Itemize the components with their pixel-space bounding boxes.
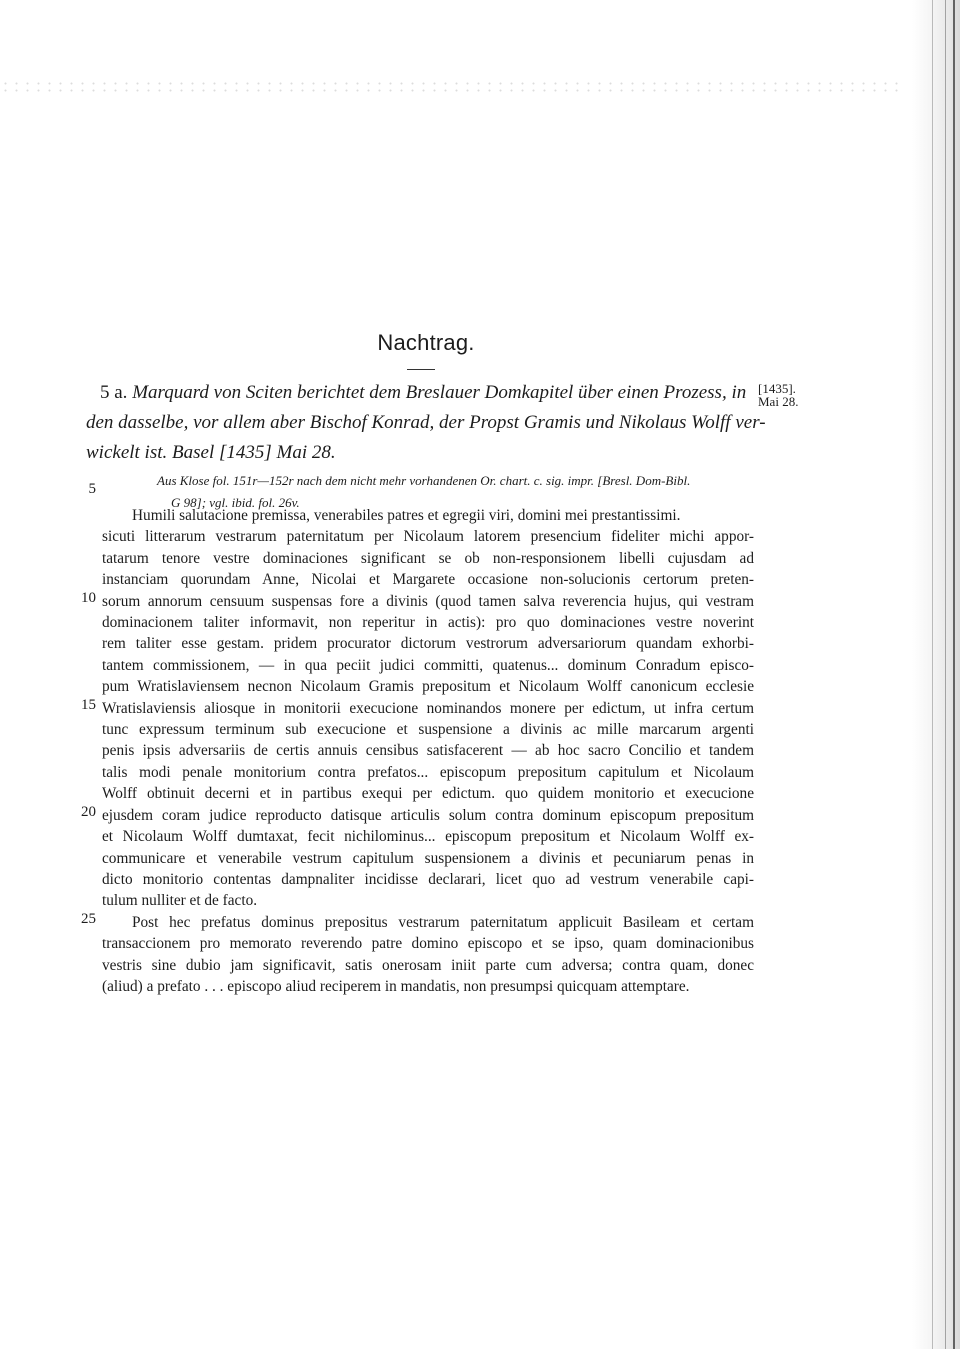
body-line: dicto monitorio contentas dampnaliter incidisse declarari, licet quo ad vestrum venerabile capi-: [102, 870, 754, 888]
body-line: et Nicolaum Wolff dumtaxat, fecit nichilominus... episcopum prepositum et Nicolaum Wolff ex-: [102, 828, 754, 846]
body-line: tantem commissionem, — in qua peciit judici committi, quatenus... dominum Conradum episco-: [102, 656, 754, 674]
body-line: tunc expressum terminum sub execucione et suspensione a divinis ac mille marcarum argenti: [102, 721, 754, 739]
body-line: Wolff obtinuit decerni et in partibus exequi per edictum. quo quidem monitorio et execucione: [102, 785, 754, 803]
title-line-3: wickelt ist. Basel [1435] Mai 28.: [86, 442, 336, 463]
body-line: pum Wratislaviensem necnon Nicolaum Gramis prepositum et Nicolaum Wolff canonicum ecclesie: [102, 678, 754, 696]
line-number: 25: [81, 911, 96, 927]
body-line: dominacionem taliter informavit, non reperitur in actis): pro quo dominaciones vestre noverint: [102, 614, 754, 632]
margin-date-day: Mai 28.: [758, 394, 799, 409]
body-line: tulum nulliter et de facto.: [102, 892, 258, 910]
body-line: Humili salutacione premissa, venerabiles patres et egregii viri, domini mei prestantissimi.: [132, 507, 681, 524]
source-line-1: Aus Klose fol. 151r—152r nach dem nicht mehr vorhandenen Or. chart. c. sig. impr. [Bresl. Dom-Bibl.: [157, 473, 691, 488]
line-number: 15: [81, 697, 96, 713]
margin-date: [758, 382, 818, 408]
source-line-2: G 98]; vgl. ibid. fol. 26v.: [171, 495, 300, 510]
body-line: communicare et venerabile vestrum capitulum suspensionem a divinis et pecuniarum penas in: [102, 849, 754, 867]
body-line: Wratislaviensis aliosque in monitorii execucione nominandos monere per edictum, ut infra certum: [102, 699, 754, 717]
body-line: vestris sine dubio jam significavit, satis onerosam iniit parte cum adversa; contra quam, donec: [102, 956, 754, 974]
entry-number: 5 a.: [100, 382, 128, 403]
title-line-1: 5 a. Marquard von Sciten berichtet dem Breslauer Domkapitel über einen Prozess, in: [100, 382, 747, 403]
title-line-2: den dasselbe, vor allem aber Bischof Konrad, der Propst Gramis und Nikolaus Wolff ver-: [86, 412, 766, 433]
body-line: sorum annorum censuum suspensas fore a divinis (quod tamen salva reverencia hujus, qui vestram: [102, 592, 754, 610]
body-line: sicuti litterarum vestrarum paternitatum per Nicolaum latorem presencium fideliter michi appor-: [102, 528, 754, 546]
body-line: talis modi penale monitorium contra prefatos... episcopum prepositum capitulum et Nicolaum: [102, 763, 754, 781]
heading-rule: [407, 369, 435, 370]
scan-edge: [912, 0, 960, 1349]
body-line: instanciam quorundam Anne, Nicolai et Margarete occasione non-solucionis certorum preten-: [102, 571, 754, 589]
letter-body: [102, 505, 754, 997]
body-line: transaccionem pro memorato reverendo patre domino episcopo et se ipso, quam dominacionibus: [102, 935, 754, 953]
body-line: penis ipsis adversariis de certis annuis censibus satisfacerent — ab hoc sacro Concilio et tandem: [102, 742, 754, 760]
entry-title: [86, 378, 766, 468]
body-line: ejusdem coram judice reproducto datisque articulis solum contra dominum episcopum prepositum: [102, 806, 754, 824]
body-line: tatarum tenore vestre dominaciones significant se ob non-responsionem libelli cujusdam ad: [102, 549, 754, 567]
body-line: rem taliter esse gestam. pridem procurator dictorum vestrorum adversariorum quandam exhorbi-: [102, 635, 754, 653]
line-number: 5: [88, 481, 96, 497]
margin-date-year: [1435].: [758, 381, 796, 396]
scan-noise: [0, 80, 900, 92]
body-line: (aliud) a prefato . . . episcopo aliud reciperem in mandatis, non presumpsi quicquam attemptare.: [102, 977, 690, 995]
line-number: 10: [81, 590, 96, 606]
page-heading: Nachtrag.: [377, 330, 475, 355]
line-number: 20: [81, 804, 96, 820]
body-line: Post hec prefatus dominus prepositus vestrarum paternitatum applicuit Basileam et certam: [132, 913, 754, 931]
